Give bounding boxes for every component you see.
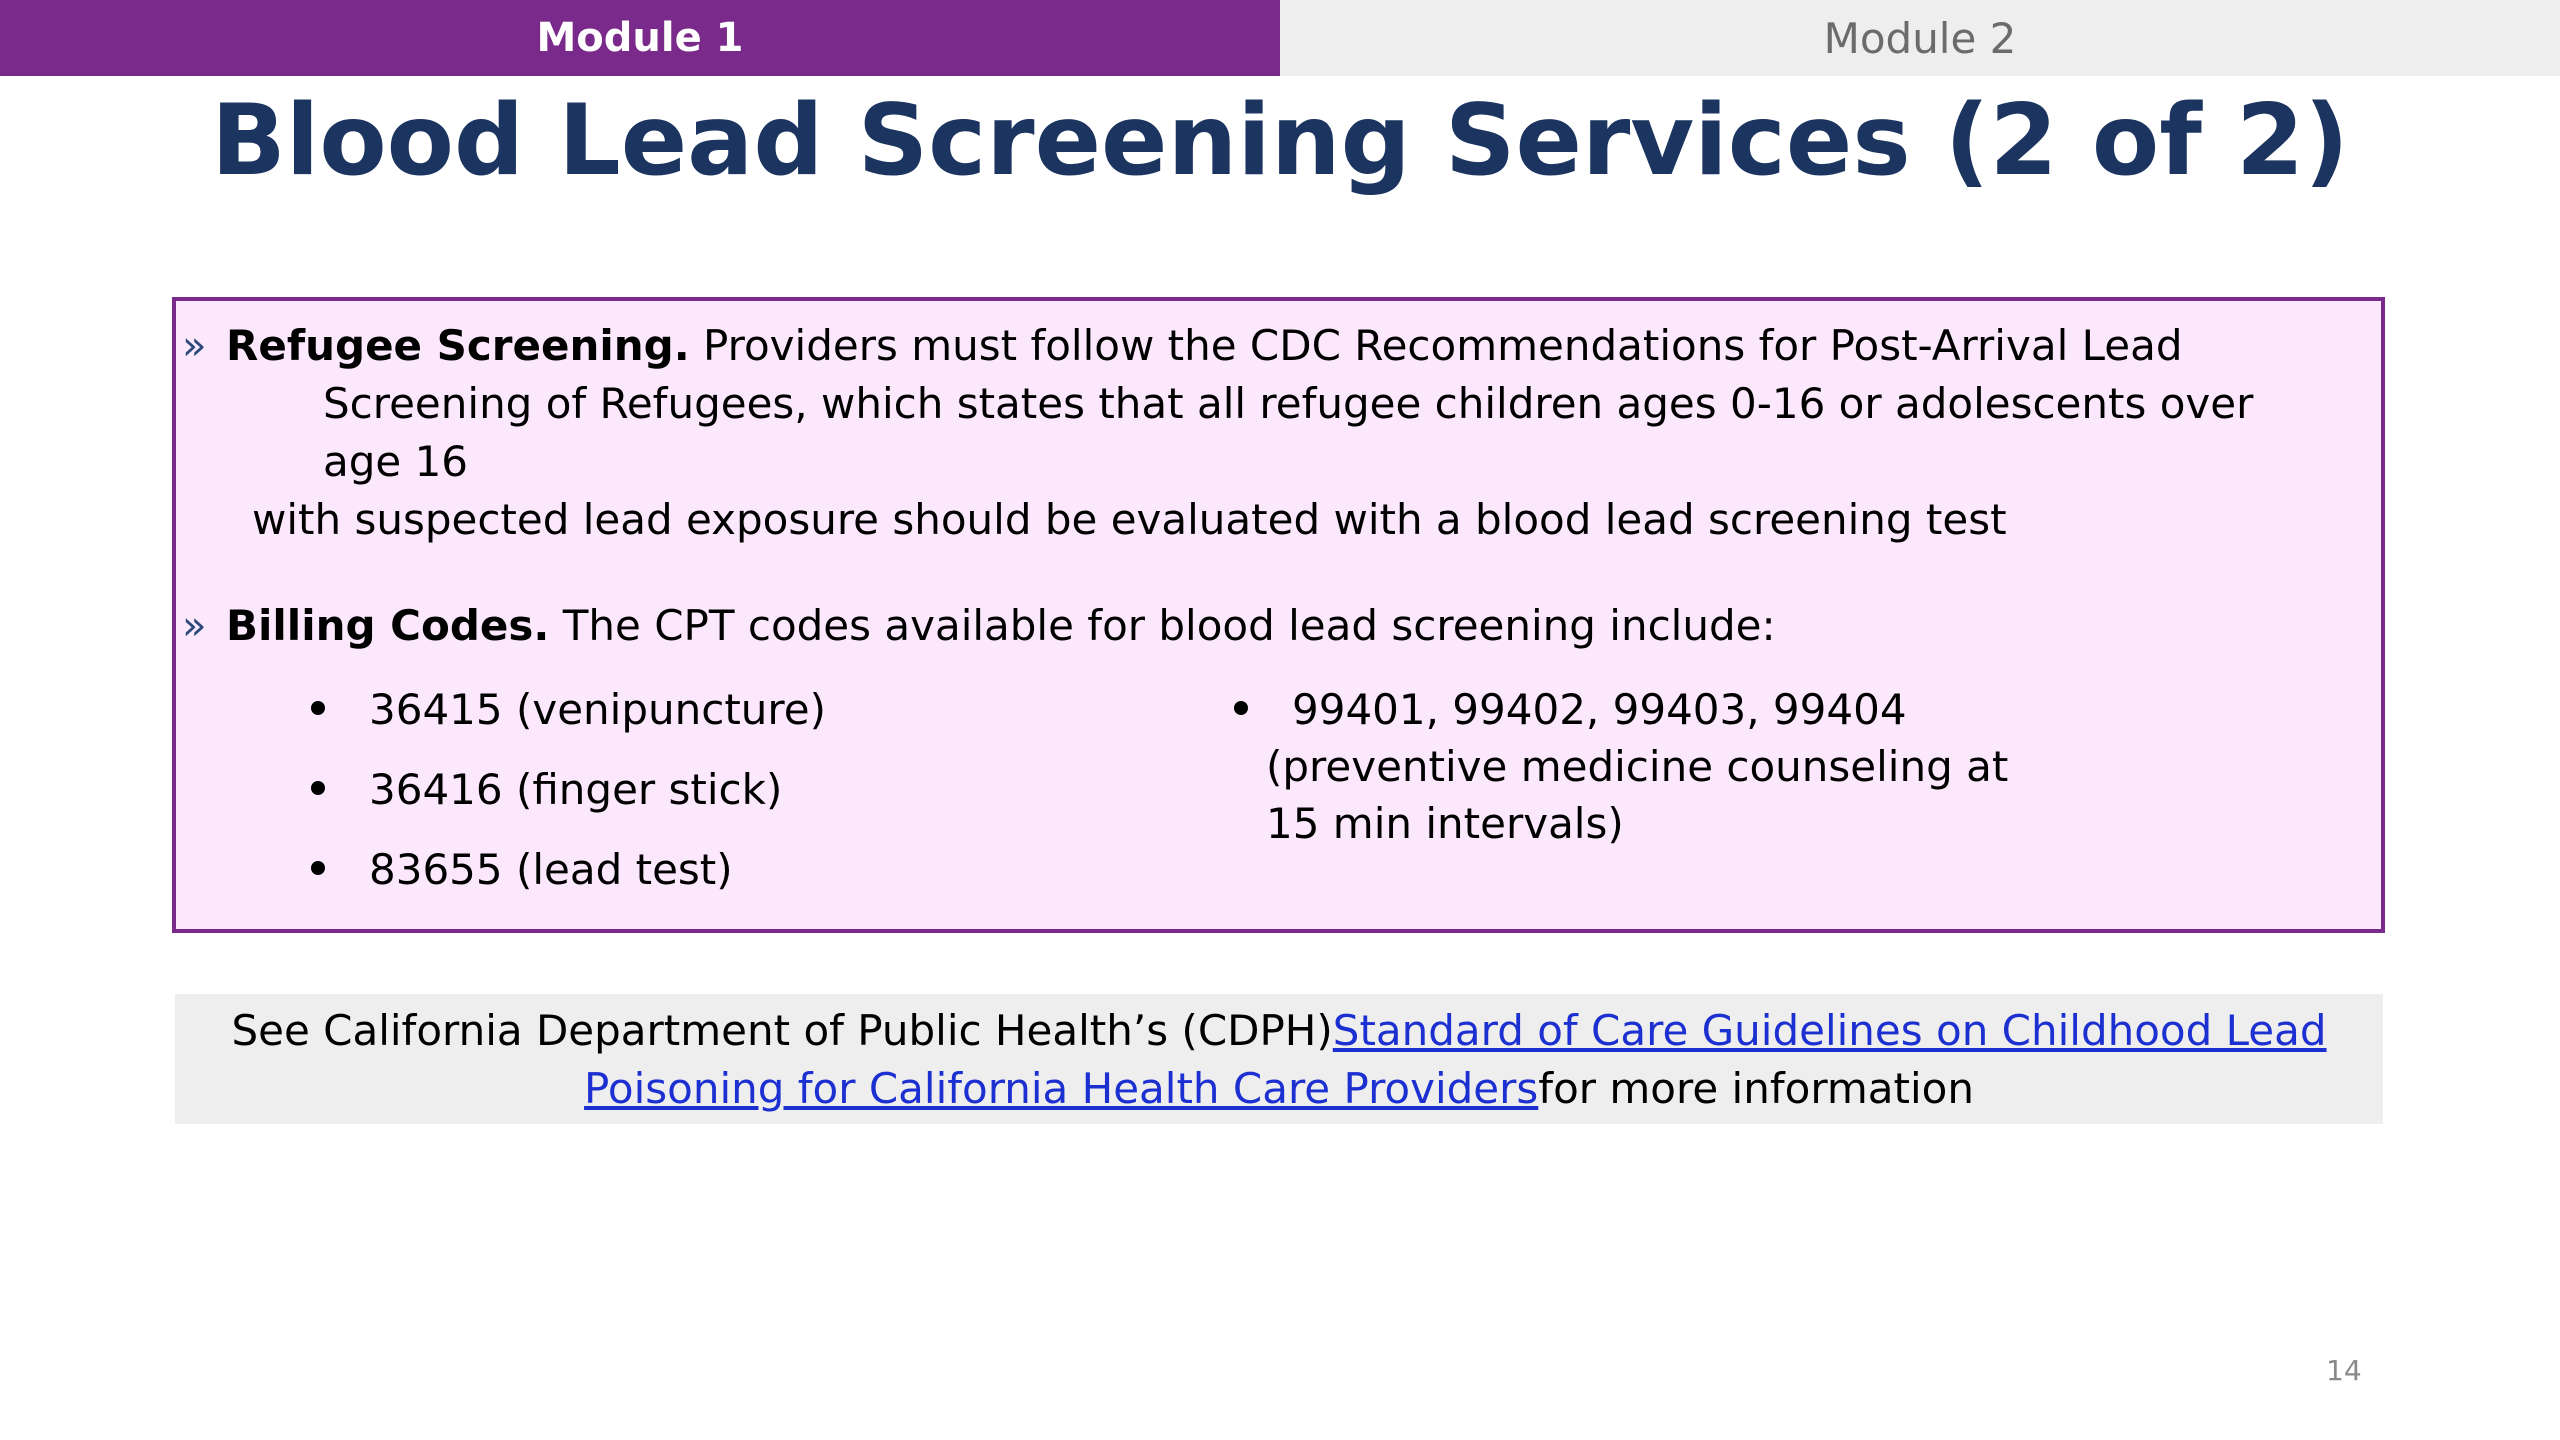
bullet-dot-icon <box>311 861 325 875</box>
cpt-code: 99401, 99402, 99403, 99404 <box>1292 685 1907 734</box>
page-title: Blood Lead Screening Services (2 of 2) <box>211 84 2349 198</box>
billing-codes-paragraph <box>182 597 2326 655</box>
more-info-note <box>175 994 2383 1124</box>
cpt-code: 36416 (finger stick) <box>369 765 783 814</box>
refugee-screening-paragraph <box>182 317 2326 549</box>
tab-module-2[interactable]: Module 2 <box>1280 0 2560 76</box>
refugee-heading: Refugee Screening. <box>226 321 690 370</box>
note-suffix: for more information <box>1538 1064 1974 1113</box>
list-item <box>1234 681 2008 852</box>
list-item <box>311 681 826 761</box>
note-prefix: See California Department of Public Health’s (CDPH) <box>231 1006 1333 1055</box>
cpt-code-list-right <box>1234 681 2008 852</box>
cdph-guidelines-link[interactable] <box>1333 1006 2327 1055</box>
chevron-bullet-icon: » <box>182 603 207 649</box>
refugee-line-1: Providers must follow the CDC Recommendations for Post-Arrival Lead <box>689 321 2183 370</box>
bullet-dot-icon <box>311 781 325 795</box>
cpt-code-description: (preventive medicine counseling at <box>1266 742 2009 791</box>
page-number: 14 <box>2326 1354 2362 1387</box>
module-tabs <box>0 0 2560 76</box>
chevron-bullet-icon: » <box>182 323 207 369</box>
refugee-line-3: with suspected lead exposure should be evaluated with a blood lead screening test <box>252 495 2007 544</box>
link-line-1[interactable]: Standard of Care Guidelines on Childhood Lead <box>1332 1006 2327 1055</box>
billing-text: The CPT codes available for blood lead screening include: <box>549 601 1776 650</box>
cpt-code-description: 15 min intervals) <box>1266 799 1624 848</box>
cpt-code: 83655 (lead test) <box>369 845 733 894</box>
tab-module-1[interactable]: Module 1 <box>0 0 1280 76</box>
list-item <box>311 841 826 921</box>
cdph-guidelines-link-continued[interactable] <box>584 1064 1538 1113</box>
billing-heading: Billing Codes. <box>226 601 550 650</box>
bullet-dot-icon <box>1234 701 1248 715</box>
bullet-dot-icon <box>311 701 325 715</box>
refugee-line-2: Screening of Refugees, which states that all refugee children ages 0-16 or adolescents over age 16 <box>323 379 2254 486</box>
content-box <box>172 297 2385 933</box>
cpt-code-list-left <box>311 681 826 921</box>
cpt-code: 36415 (venipuncture) <box>369 685 826 734</box>
list-item <box>311 761 826 841</box>
link-line-2[interactable]: Poisoning for California Health Care Providers <box>584 1064 1539 1113</box>
